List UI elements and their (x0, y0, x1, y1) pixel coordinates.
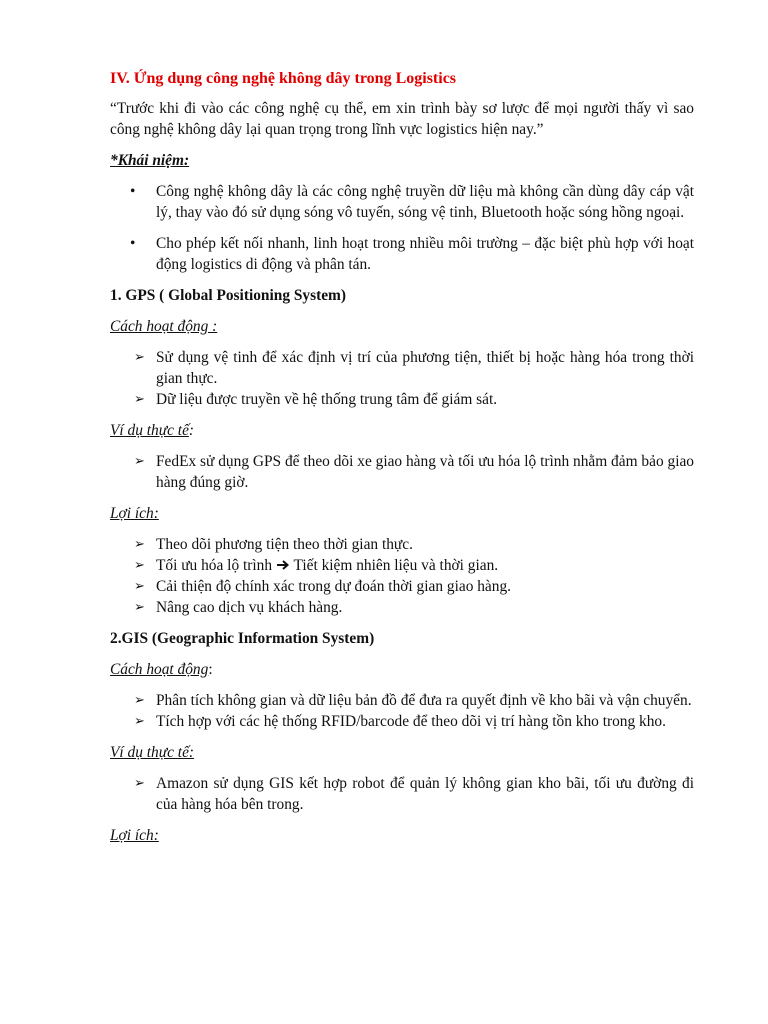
list-item: ➢ Tích hợp với các hệ thống RFID/barcode để theo dõi vị trí hàng tồn kho trong kho. (134, 713, 666, 730)
list-item: ➢ FedEx sử dụng GPS để theo dõi xe giao hàng và tối ưu hóa lộ trình nhằm đảm bảo giao hàng đúng giờ. (134, 453, 694, 491)
gis-how-label: Cách hoạt động: (110, 661, 213, 678)
arrow-bullet-icon: ➢ (134, 392, 145, 407)
gis-example-list (110, 773, 694, 815)
list-item: ➢ Amazon sử dụng GIS kết hợp robot để quản lý không gian kho bãi, tối ưu đường đi của hàng hóa bên trong. (134, 775, 694, 813)
intro-paragraph: “Trước khi đi vào các công nghệ cụ thể, em xin trình bày sơ lược để mọi người thấy vì sao công nghệ không dây lại quan trọng trong lĩnh vực logistics hiện nay.” (110, 100, 694, 138)
list-item: ➢ Sử dụng vệ tinh để xác định vị trí của phương tiện, thiết bị hoặc hàng hóa trong thời gian thực. (134, 349, 694, 387)
concept-list (110, 181, 694, 275)
gps-title: 1. GPS ( Global Positioning System) (110, 287, 347, 304)
gis-title: 2.GIS (Geographic Information System) (110, 630, 375, 647)
right-arrow-icon (276, 559, 290, 571)
arrow-bullet-icon: ➢ (134, 454, 145, 469)
gps-example-list (110, 451, 694, 493)
bullet-dot-icon: • (130, 183, 136, 200)
section-heading: IV. Ứng dụng công nghệ không dây trong Logistics (110, 70, 457, 87)
arrow-bullet-icon: ➢ (134, 600, 145, 615)
arrow-bullet-icon: ➢ (134, 714, 145, 729)
gis-example-label: Ví dụ thực tế: (110, 744, 195, 761)
arrow-bullet-icon: ➢ (134, 693, 145, 708)
list-item: ➢ Theo dõi phương tiện theo thời gian thực. (134, 536, 413, 553)
arrow-bullet-icon: ➢ (134, 776, 145, 791)
list-item: ➢ Cải thiện độ chính xác trong dự đoán thời gian giao hàng. (134, 578, 511, 595)
list-item: ➢ Dữ liệu được truyền về hệ thống trung tâm để giám sát. (134, 391, 498, 408)
list-item: • Công nghệ không dây là các công nghệ truyền dữ liệu mà không cần dùng dây cáp vật lý, thay vào đó sử dụng sóng vô tuyến, sóng vệ tinh, Bluetooth hoặc sóng hồng ngoại. (130, 183, 694, 221)
arrow-bullet-icon: ➢ (134, 558, 145, 573)
gps-benefit-list (110, 534, 694, 618)
gps-how-label: Cách hoạt động : (110, 318, 218, 335)
list-item: ➢ Nâng cao dịch vụ khách hàng. (134, 599, 343, 616)
arrow-bullet-icon: ➢ (134, 350, 145, 365)
gps-example-label: Ví dụ thực tế: (110, 422, 195, 439)
gis-how-list (110, 690, 694, 732)
gps-how-list (110, 347, 694, 410)
bullet-dot-icon: • (130, 235, 136, 252)
document-body (110, 68, 694, 856)
arrow-bullet-icon: ➢ (134, 579, 145, 594)
list-item: ➢ Tối ưu hóa lộ trình Tiết kiệm nhiên liệu và thời gian. (134, 557, 499, 574)
gis-benefit-label: Lợi ích: (110, 827, 159, 844)
gps-benefit-label: Lợi ích: (110, 505, 159, 522)
arrow-bullet-icon: ➢ (134, 537, 145, 552)
concept-label: *Khái niệm: (110, 152, 190, 169)
list-item: • Cho phép kết nối nhanh, linh hoạt trong nhiều môi trường – đặc biệt phù hợp với hoạt động logistics di động và phân tán. (130, 235, 694, 273)
list-item: ➢ Phân tích không gian và dữ liệu bản đồ để đưa ra quyết định về kho bãi và vận chuyển. (134, 692, 692, 709)
